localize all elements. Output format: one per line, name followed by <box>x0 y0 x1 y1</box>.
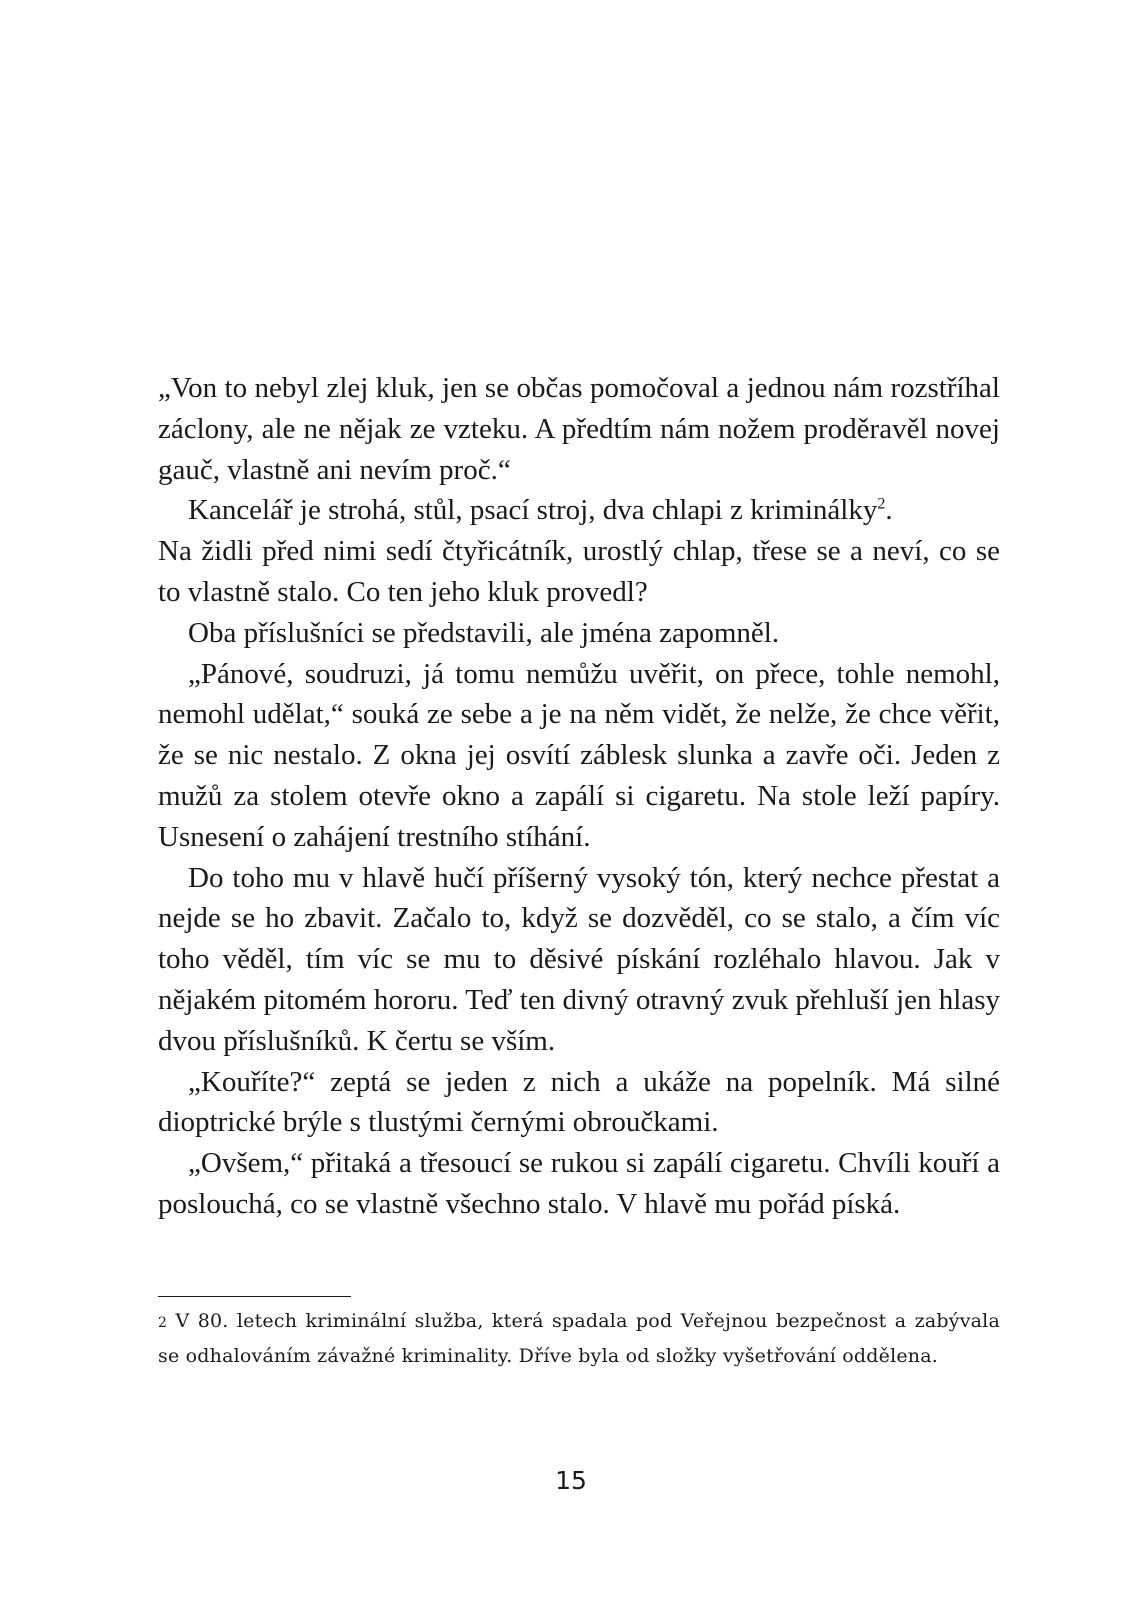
footnote-separator <box>158 1296 351 1297</box>
paragraph: „Von to nebyl zlej kluk, jen se občas pomočoval a jednou nám rozstříhal záclony, ale ne nějak ze vzteku. A předtím nám nožem proděravěl novej gauč, vlastně ani nevím proč.“ <box>158 372 1000 486</box>
paragraph <box>158 490 1000 612</box>
paragraph-text: Kancelář je strohá, stůl, psací stroj, dva chlapi z kriminálky <box>188 494 878 527</box>
page-number: 15 <box>555 1466 587 1495</box>
paragraph: Do toho mu v hlavě hučí příšerný vysoký tón, který nechce přestat a nejde se ho zbavit. Začalo to, když se dozvěděl, co se stalo, a čím víc toho věděl, tím víc se mu to děsivé pískání rozléhalo hlavou. Jak v nějakém pitomém hororu. Teď ten divný otravný zvuk přehluší jen hlasy dvou příslušníků. K čertu se vším. <box>158 861 1000 1057</box>
paragraph: Oba příslušníci se představili, ale jména zapomněl. <box>188 616 780 649</box>
paragraph: „Kouříte?“ zeptá se jeden z nich a ukáže na popelník. Má silné dioptrické brýle s tlustými černými obroučkami. <box>158 1065 1000 1139</box>
paragraph: „Pánové, soudruzi, já tomu nemůžu uvěřit, on přece, tohle nemohl, nemohl udělat,“ souká ze sebe a je na něm vidět, že nelže, že chce věřit, že se nic nestalo. Z okna jej osvítí záblesk slunka a zavře oči. Jeden z mužů za stolem otevře okno a zapálí si cigaretu. Na stole leží papíry. Usnesení o zahájení trestního stíhání. <box>158 657 1000 853</box>
paragraph-text: Na židli před nimi sedí čtyřicátník, urostlý chlap, třese se a neví, co se to vlastně stalo. Co ten jeho kluk provedl? <box>158 535 1000 608</box>
footnote-text: V 80. letech kriminální služba, která spadala pod Veřejnou bezpečnost a zabývala se odhalováním závažné kriminality. Dříve byla od složky vyšetřování oddělena. <box>158 1310 1000 1367</box>
paragraph-text-tail: . <box>885 494 893 527</box>
paragraph: „Ovšem,“ přitaká a třesoucí se rukou si zapálí cigaretu. Chvíli kouří a poslouchá, co se vlastně všechno stalo. V hlavě mu pořád píská. <box>158 1147 1000 1220</box>
footnote <box>158 1305 1000 1373</box>
footnote-number: 2 <box>158 1315 168 1331</box>
footnote-reference: 2 <box>877 495 886 513</box>
body-text <box>158 368 1000 1225</box>
